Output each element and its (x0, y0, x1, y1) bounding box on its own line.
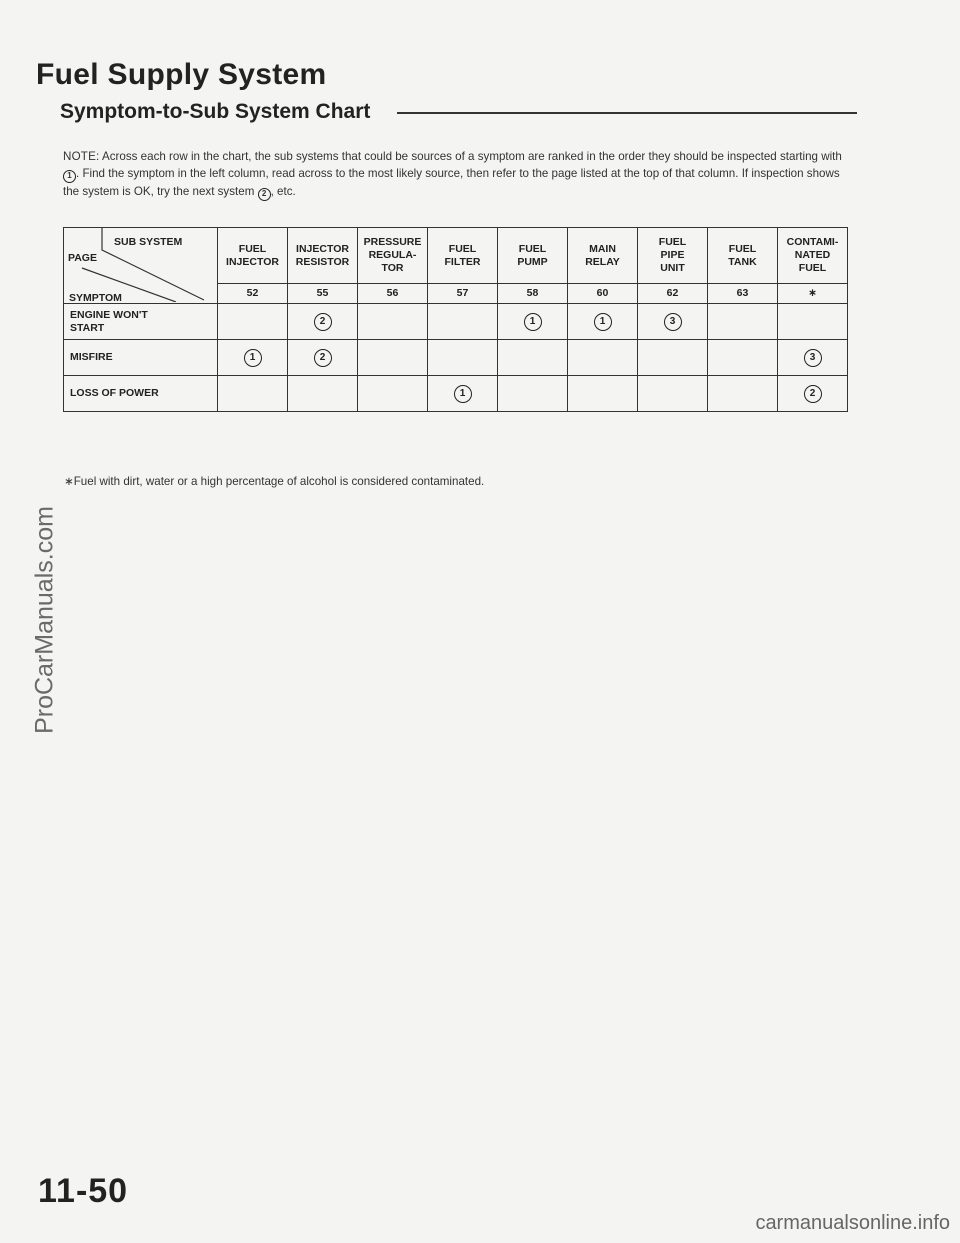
corner-label-symptom: SYMPTOM (69, 292, 122, 304)
rank-cell (218, 304, 288, 340)
rank-cell (778, 304, 848, 340)
rank-mark: 3 (664, 313, 682, 331)
rank-cell (498, 376, 568, 412)
rank-cell (358, 340, 428, 376)
rank-cell (708, 340, 778, 376)
rank-cell (568, 340, 638, 376)
column-page-number: 60 (568, 284, 638, 304)
rank-cell (568, 376, 638, 412)
note-label: NOTE: (63, 150, 100, 163)
row-header-symptom: MISFIRE (64, 340, 218, 376)
table-header-row (64, 228, 848, 284)
column-header: FUEL PUMP (498, 228, 568, 284)
corner-label-sub-system: SUB SYSTEM (114, 236, 183, 248)
rank-cell (428, 376, 498, 412)
section-rule (397, 112, 857, 114)
footnote: ∗Fuel with dirt, water or a high percentage of alcohol is considered contaminated. (64, 475, 485, 488)
column-page-number: ∗ (778, 284, 848, 304)
corner-label-page: PAGE (68, 252, 97, 264)
rank-cell (428, 304, 498, 340)
column-header: CONTAMI- NATED FUEL (778, 228, 848, 284)
column-header: FUEL TANK (708, 228, 778, 284)
rank-cell (498, 340, 568, 376)
rank-cell (288, 304, 358, 340)
rank-cell (638, 304, 708, 340)
rank-mark: 1 (524, 313, 542, 331)
section-heading: Symptom-to-Sub System Chart (60, 100, 371, 123)
circled-number-1: 1 (63, 170, 76, 183)
column-page-number: 52 (218, 284, 288, 304)
watermark-left: ProCarManuals.com (30, 506, 59, 734)
page-number: 11-50 (38, 1172, 129, 1210)
rank-mark: 2 (314, 349, 332, 367)
rank-cell (568, 304, 638, 340)
column-header: MAIN RELAY (568, 228, 638, 284)
rank-cell (288, 340, 358, 376)
rank-cell (778, 376, 848, 412)
note-text-3: , etc. (270, 185, 296, 198)
column-page-number: 62 (638, 284, 708, 304)
note-text-2: . Find the symptom in the left column, read across to the most likely source, then refer to the page listed at the top of that column. If inspection shows the system is OK, try the next system (63, 167, 840, 198)
symptom-chart-table (63, 227, 848, 412)
column-page-number: 63 (708, 284, 778, 304)
table-row (64, 340, 848, 376)
rank-cell (358, 376, 428, 412)
column-page-number: 56 (358, 284, 428, 304)
rank-cell (638, 340, 708, 376)
rank-cell (428, 340, 498, 376)
rank-mark: 1 (594, 313, 612, 331)
rank-cell (778, 340, 848, 376)
row-header-symptom: ENGINE WON'T START (64, 304, 218, 340)
rank-cell (358, 304, 428, 340)
column-header: FUEL FILTER (428, 228, 498, 284)
column-page-number: 55 (288, 284, 358, 304)
page-title: Fuel Supply System (36, 58, 327, 91)
rank-cell (288, 376, 358, 412)
column-header: FUEL PIPE UNIT (638, 228, 708, 284)
rank-mark: 1 (244, 349, 262, 367)
table-row (64, 376, 848, 412)
rank-mark: 3 (804, 349, 822, 367)
rank-cell (708, 376, 778, 412)
watermark-bottom: carmanualsonline.info (755, 1212, 950, 1234)
rank-cell (218, 340, 288, 376)
table-row (64, 304, 848, 340)
rank-cell (638, 376, 708, 412)
circled-number-2: 2 (258, 188, 271, 201)
rank-cell (498, 304, 568, 340)
column-header: FUEL INJECTOR (218, 228, 288, 284)
column-header: INJECTOR RESISTOR (288, 228, 358, 284)
rank-mark: 2 (314, 313, 332, 331)
column-page-number: 57 (428, 284, 498, 304)
rank-mark: 1 (454, 385, 472, 403)
rank-cell (708, 304, 778, 340)
row-header-symptom: LOSS OF POWER (64, 376, 218, 412)
column-header: PRESSURE REGULA- TOR (358, 228, 428, 284)
rank-mark: 2 (804, 385, 822, 403)
note-text-1: Across each row in the chart, the sub systems that could be sources of a symptom are ranked in the order they should be inspected starting with (102, 150, 842, 163)
note-paragraph (63, 148, 853, 201)
rank-cell (218, 376, 288, 412)
column-page-number: 58 (498, 284, 568, 304)
